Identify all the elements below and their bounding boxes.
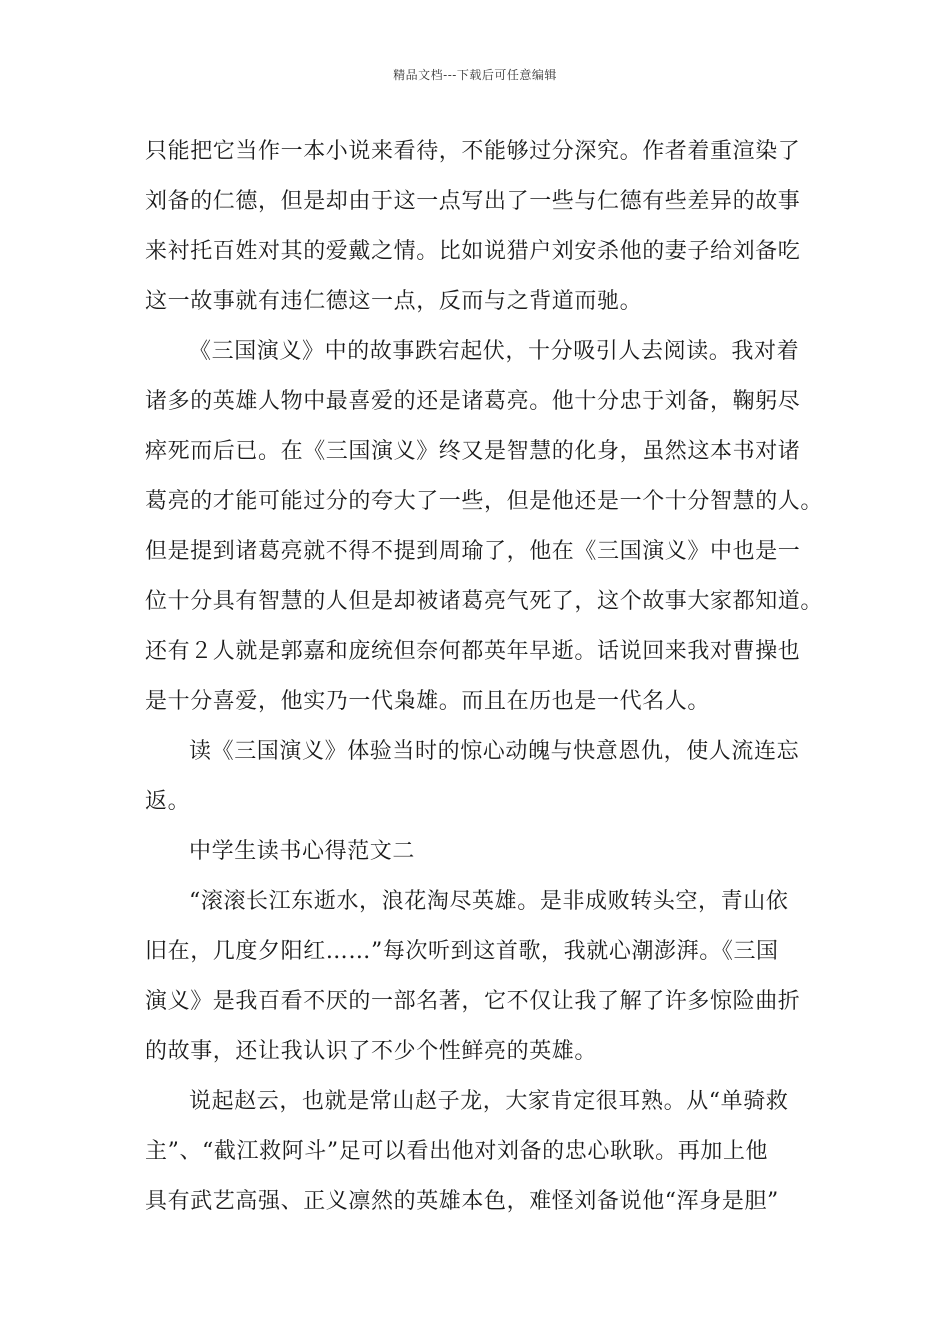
text-line: 的故事，还让我认识了不少个性鲜亮的英雄。 [145, 1039, 598, 1064]
document-body [145, 127, 824, 1227]
text-line: 还有２人就是郭嘉和庞统但奈何都英年早逝。话说回来我对曹操也 [145, 639, 801, 664]
text-line: 说起赵云，也就是常山赵子龙，大家肯定很耳熟。从“单骑救 [189, 1089, 789, 1114]
text-line: 来衬托百姓对其的爱戴之情。比如说猎户刘安杀他的妻子给刘备吃 [145, 239, 801, 264]
text-line: 返。 [145, 789, 191, 814]
text-line: 《三国演义》中的故事跌宕起伏，十分吸引人去阅读。我对着 [189, 339, 800, 364]
paragraph-2 [145, 327, 824, 727]
text-line: 演义》是我百看不厌的一部名著，它不仅让我了解了许多惊险曲折 [145, 989, 801, 1014]
paragraph-5 [145, 1077, 813, 1227]
text-line: 只能把它当作一本小说来看待，不能够过分深究。作者着重渲染了 [145, 139, 801, 164]
text-line: 瘁死而后已。在《三国演义》终又是智慧的化身，虽然这本书对诸 [145, 439, 801, 464]
text-line: 是十分喜爱，他实乃一代枭雄。而且在历也是一代名人。 [145, 689, 711, 714]
text-line: 位十分具有智慧的人但是却被诸葛亮气死了，这个故事大家都知道。 [145, 589, 824, 614]
section-heading: 中学生读书心得范文二 [189, 839, 416, 864]
text-line: 葛亮的才能可能过分的夸大了一些，但是他还是一个十分智慧的人。 [145, 489, 824, 514]
paragraph-4 [145, 877, 813, 1077]
text-line: 这一故事就有违仁德这一点，反而与之背道而驰。 [145, 289, 643, 314]
paragraph-1 [145, 127, 813, 327]
text-line: “滚滚长江东逝水，浪花淘尽英雄。是非成败转头空，青山依 [189, 889, 789, 914]
text-line: 读《三国演义》体验当时的惊心动魄与快意恩仇，使人流连忘 [189, 739, 800, 764]
text-line: 但是提到诸葛亮就不得不提到周瑜了，他在《三国演义》中也是一 [145, 539, 801, 564]
text-line: 诸多的英雄人物中最喜爱的还是诸葛亮。他十分忠于刘备，鞠躬尽 [145, 389, 801, 414]
paragraph-3 [145, 727, 813, 827]
text-line: 具有武艺高强、正义凛然的英雄本色，难怪刘备说他“浑身是胆” [145, 1189, 779, 1214]
page-header: 精品文档---下载后可任意编辑 [393, 68, 557, 82]
text-line: 主”、“截江救阿斗”足可以看出他对刘备的忠心耿耿。再加上他 [145, 1139, 769, 1164]
text-line: 刘备的仁德，但是却由于这一点写出了一些与仁德有些差异的故事 [145, 189, 801, 214]
text-line: 旧在，几度夕阳红……”每次听到这首歌，我就心潮澎湃。《三国 [145, 939, 779, 964]
